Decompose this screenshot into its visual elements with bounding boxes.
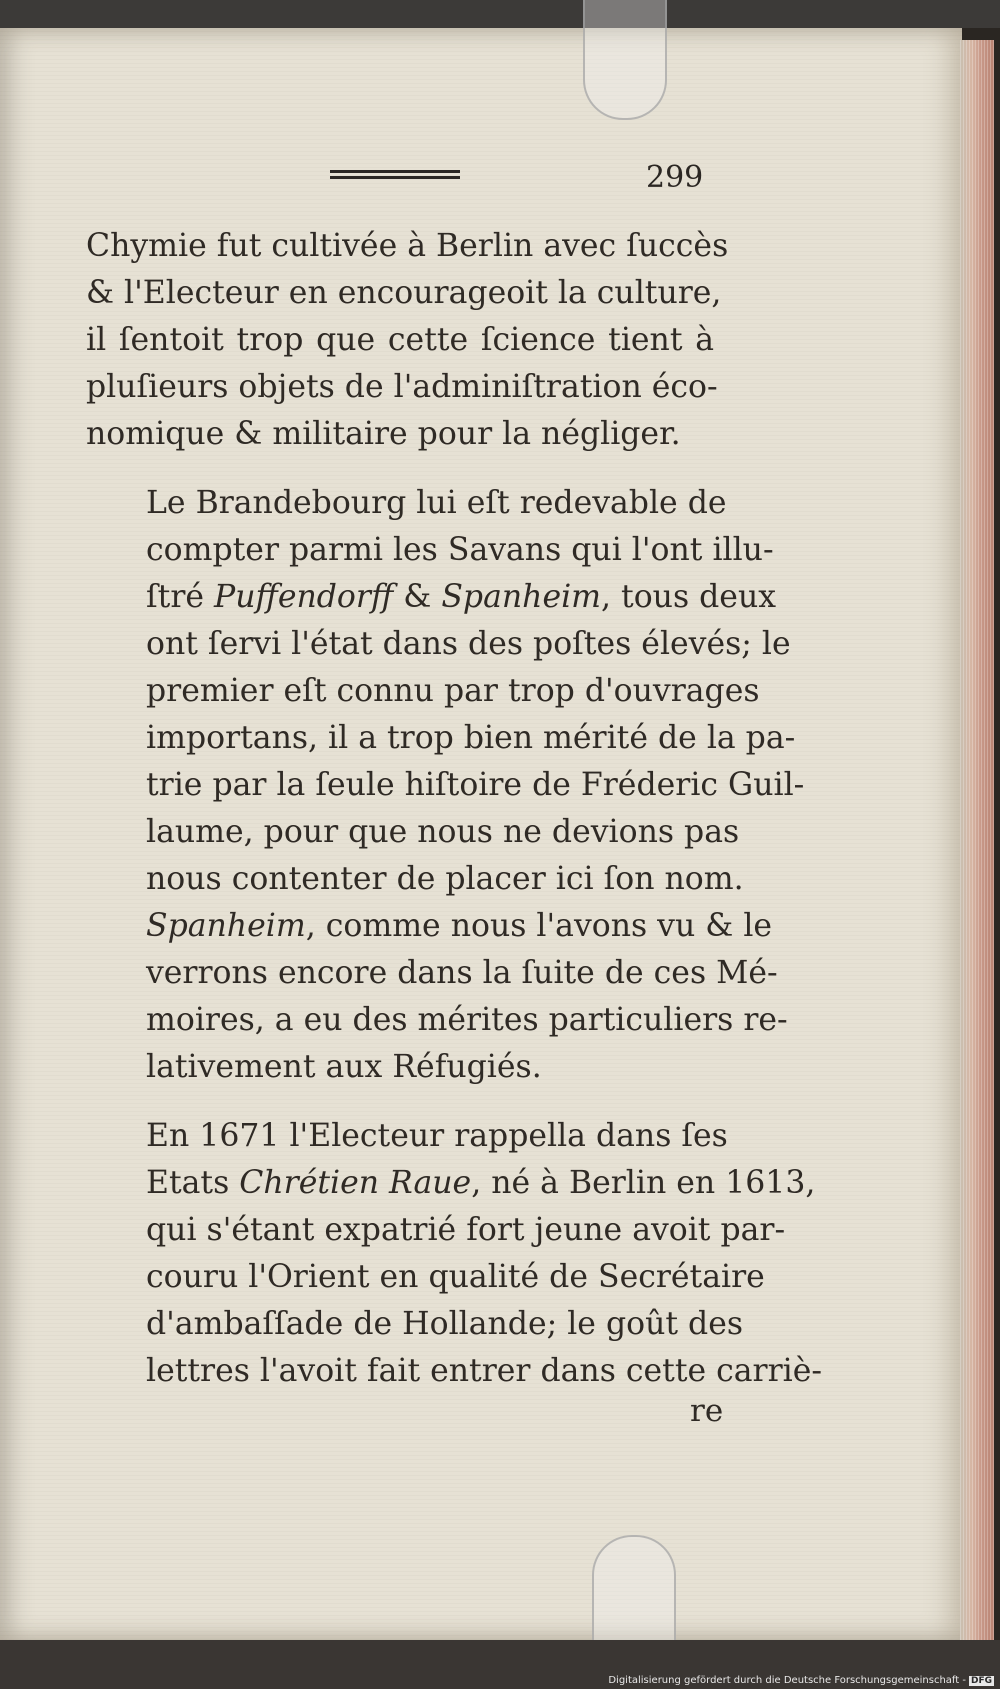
text-line: Le Brandebourg lui eſt redevable de — [146, 485, 727, 521]
text-line: trie par la ſeule hiſtoire de Fréderic Guil- — [146, 767, 805, 803]
text-line: pluſieurs objets de l'adminiſtration éco- — [86, 369, 718, 405]
catchword: re — [690, 1393, 724, 1429]
footer-credit — [608, 1675, 994, 1686]
text-line: En 1671 l'Electeur rappella dans ſes — [146, 1118, 728, 1154]
page-edge — [960, 40, 994, 1640]
page-number: 299 — [646, 160, 704, 195]
text-line: il ſentoit trop que cette ſcience tient à — [86, 322, 714, 358]
text-line: laume, pour que nous ne devions pas — [146, 814, 740, 850]
text-line: Etats Chrétien Raue, né à Berlin en 1613, — [146, 1165, 816, 1201]
paragraph-2 — [86, 480, 805, 1091]
text-line: premier eſt connu par trop d'ouvrages — [146, 673, 760, 709]
text-line: Chymie fut cultivée à Berlin avec ſuccès — [86, 228, 729, 264]
scan-top-border — [0, 0, 1000, 28]
text-line: lativement aux Réfugiés. — [146, 1049, 542, 1085]
paragraph-1 — [86, 223, 729, 458]
text-line: importans, il a trop bien mérité de la pa- — [146, 720, 796, 756]
text-line: Spanheim, comme nous l'avons vu & le — [146, 908, 773, 944]
text-line: d'ambaſſade de Hollande; le goût des — [146, 1306, 744, 1342]
text-line: nomique & militaire pour la négliger. — [86, 416, 681, 452]
footer-text: Digitalisierung gefördert durch die Deutsche Forschungsgemeinschaft - — [608, 1675, 966, 1686]
text-line: compter parmi les Savans qui l'ont illu- — [146, 532, 774, 568]
page-clip-bottom — [592, 1535, 676, 1647]
text-line: verrons encore dans la ſuite de ces Mé- — [146, 955, 778, 991]
text-line: moires, a eu des mérites particuliers re- — [146, 1002, 788, 1038]
text-line: couru l'Orient en qualité de Secrétaire — [146, 1259, 765, 1295]
body-text — [86, 223, 823, 1395]
text-line: ſtré Puffendorff & Spanheim, tous deux — [146, 579, 777, 615]
page-clip-top — [583, 0, 667, 120]
paragraph-3 — [86, 1113, 823, 1395]
text-line: lettres l'avoit fait entrer dans cette carriè- — [146, 1353, 823, 1389]
header-rule — [330, 170, 460, 182]
dfg-logo[interactable]: DFG — [970, 1676, 992, 1686]
text-line: qui s'étant expatrié fort jeune avoit par- — [146, 1212, 786, 1248]
text-line: nous contenter de placer ici ſon nom. — [146, 861, 744, 897]
text-line: ont ſervi l'état dans des poſtes élevés; le — [146, 626, 791, 662]
text-line: & l'Electeur en encourageoit la culture, — [86, 275, 722, 311]
